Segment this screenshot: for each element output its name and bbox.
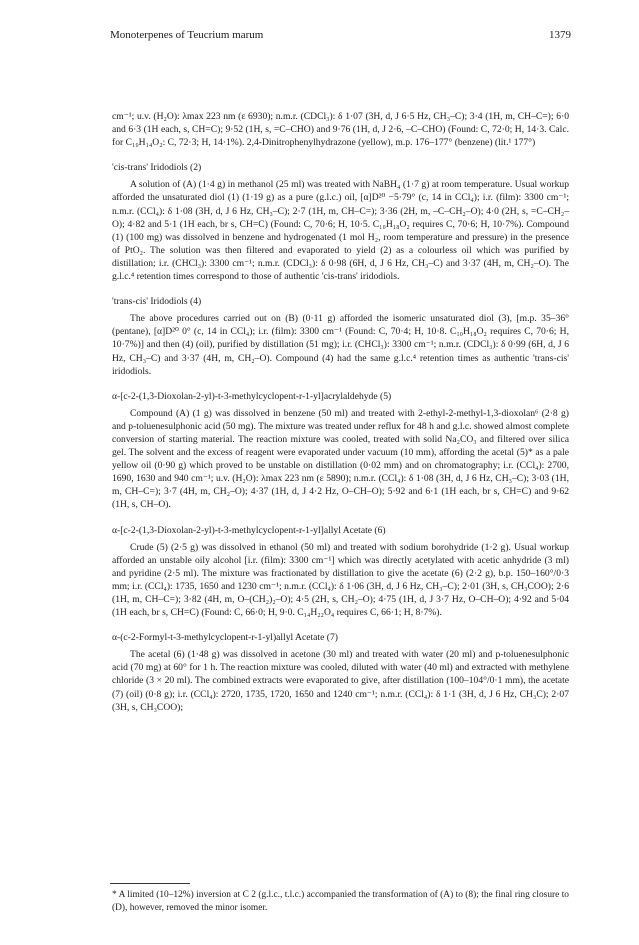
paragraph-continued: cm⁻¹; u.v. (H₂O): λmax 223 nm (ε 6930); n.m.r. (CDCl₃): δ 1·07 (3H, d, J 6·5 Hz, CH₃–C); 3·4 (1H, m, CH–C=); 6·0 and 6·3 (1H each, s, CH=C); 9·52 (1H, s, =C–CHO) and 9·76 (1H, d, J 2·6, –C–CHO) (Found: C, 72·0; H, 14·3. Calc. for C₁₀H₁₄O₂: C, 72·3; H, 14·1%). 2,4-Dinitrophenylhydrazone (yellow), m.p. 176–177° (benzene) (lit.¹ 177°) xyxy=(112,111,569,149)
paragraph-trans-cis-iridodiols: The above procedures carried out on (B) (0·11 g) afforded the isomeric unsaturated diol (3), [m.p. 35–36° (pentane), [α]D²⁰ 0° (c, 14 in CCl₄); i.r. (film): 3300 cm⁻¹ (Found: C, 70·4; H, 10·8. C₁₀H₁₈O₂ requires C, 70·6; H, 10·7%)] and then (4) (oil), purified by distillation (51 mg); i.r. (CHCl₃): 3300 cm⁻¹; n.m.r. (CDCl₃): δ 0·99 (6H, d, J 6 Hz, CH₃–C) and 3·37 (4H, m, CH₂–O). Compound (4) had the same g.l.c.⁴ retention times as authentic 'trans-cis' iridodiols. xyxy=(112,313,569,377)
paragraph-cis-trans-iridodiols: A solution of (A) (1·4 g) in methanol (25 ml) was treated with NaBH₄ (1·7 g) at room temperature. Usual workup afforded the unsaturated diol (1) (1·19 g) as a pure (g.l.c.) oil, [α]D²⁰ −5·79° (c, 14 in CCl₄); i.r. (film): 3300 cm⁻¹; n.m.r. (CCl₄): δ 1·08 (3H, d, J 6 Hz, CH₃–C); 2·7 (1H, m, CH–C=); 3·36 (2H, m, –C–CH₂–O); 4·0 (2H, s, =C–CH₂–O); 4·82 and 5·1 (1H each, br s, CH=C) (Found: C, 70·6; H, 10·5. C₁₀H₁₈O₂ requires C, 70·6; H, 10·7%). Compound (1) (100 mg) was dissolved in benzene and hydrogenated (1 mol H₂, room temperature and pressure) in the presence of PtO₂. The solution was then filtered and evaporated to yield (2) as a colourless oil which was purified by distillation; i.r. (CHCl₃): 3300 cm⁻¹; n.m.r. (CDCl₃): δ 0·98 (6H, d, J 6 Hz, CH₃–C) and 3·37 (4H, m, CH₂–O). The g.l.c.⁴ retention times correspond to those of authentic 'cis-trans' iridodiols. xyxy=(112,179,569,283)
section-heading-trans-cis-iridodiols: 'trans-cis' Iridodiols (4) xyxy=(112,296,202,308)
running-title: Monoterpenes of Teucrium marum xyxy=(110,29,264,41)
section-heading-acrylaldehyde: α-[c-2-(1,3-Dioxolan-2-yl)-t-3-methylcyclopent-r-1-yl]acrylaldehyde (5) xyxy=(112,390,392,402)
section-heading-formyl-allyl-acetate: α-(c-2-Formyl-t-3-methylcyclopent-r-1-yl)allyl Acetate (7) xyxy=(112,632,338,644)
article-body xyxy=(112,110,569,714)
section-heading-dioxolanyl-allyl-acetate: α-[c-2-(1,3-Dioxolan-2-yl)-t-3-methylcyclopent-r-1-yl]allyl Acetate (6) xyxy=(112,524,386,536)
paragraph-acrylaldehyde: Compound (A) (1 g) was dissolved in benzene (50 ml) and treated with 2-ethyl-2-methyl-1,3-dioxolan⁶ (2·8 g) and p-toluenesulphonic acid (50 mg). The mixture was treated under reflux for 48 h and g.l.c. showed almost complete conversion of starting material. The reaction mixture was cooled, treated with solid Na₂CO₃ and filtered over silica gel. The solvent and the excess of reagent were evaporated under vacuum (10 mm), affording the acetal (5)* as a pale yellow oil (0·90 g) which proved to be unstable on distillation (0·02 mm) and on chromatography; i.r. (CCl₄): 2700, 1690, 1630 and 940 cm⁻¹; u.v. (H₂O): λmax 223 nm (ε 5890); n.m.r. (CCl₄): δ 1·08 (3H, d, J 6 Hz, CH₃–C); 3·03 (1H, m, CH–C=); 3·7 (4H, m, CH₂–O); 4·37 (1H, d, J 4·2 Hz, O–CH–O); 5·92 and 6·1 (1H each, br s, CH=C) and 9·62 (1H, s, CH–O). xyxy=(112,407,569,511)
paragraph-formyl-allyl-acetate: The acetal (6) (1·48 g) was dissolved in acetone (30 ml) and treated with water (20 ml) and p-toluenesulphonic acid (70 mg) at 60° for 1 h. The reaction mixture was cooled, diluted with water (40 ml) and extracted with methylene chloride (3 × 20 ml). The combined extracts were evaporated to give, after distillation (100–104°/0·1 mm), the acetate (7) (oil) (0·8 g); i.r. (CCl₄): 2720, 1735, 1720, 1650 and 1240 cm⁻¹; n.m.r. (CCl₄): δ 1·1 (3H, d, J 6 Hz, CH₃C); 2·07 (3H, s, CH₃COO); xyxy=(112,649,569,713)
section-heading-cis-trans-iridodiols: 'cis-trans' Iridodiols (2) xyxy=(112,162,202,174)
page-number: 1379 xyxy=(549,29,571,41)
footnote-text: * A limited (10–12%) inversion at C 2 (g.l.c., t.l.c.) accompanied the transformation of (A) to (8); the final ring closure to (D), however, removed the minor isomer. xyxy=(112,890,569,913)
footnote xyxy=(112,889,569,914)
footnote-rule xyxy=(110,883,190,884)
paragraph-dioxolanyl-allyl-acetate: Crude (5) (2·5 g) was dissolved in ethanol (50 ml) and treated with sodium borohydride (1·2 g). Usual workup afforded an unstable oily alcohol [i.r. (film): 3300 cm⁻¹] which was directly acetylated with acetic anhydride (3 ml) and pyridine (2·5 ml). The mixture was fractionated by distillation to give the acetate (6) (2·2 g), b.p. 150–160°/0·3 mm; i.r. (CCl₄): 1735, 1650 and 1230 cm⁻¹; n.m.r. (CCl₄): δ 1·06 (3H, d, J 6 Hz, CH₃–C); 2·01 (3H, s, CH₃COO); 2·6 (1H, m, CH–C=); 3·82 (4H, m, O–(CH₂)₂–O); 4·5 (2H, s, CH₂–O); 4·75 (1H, d, J 3·7 Hz, O–CH–O); 4·92 and 5·04 (1H each, br s, CH=C) (Found: C, 66·0; H, 9·0. C₁₄H₂₂O₄ requires C, 66·1; H, 8·7%). xyxy=(112,541,569,619)
